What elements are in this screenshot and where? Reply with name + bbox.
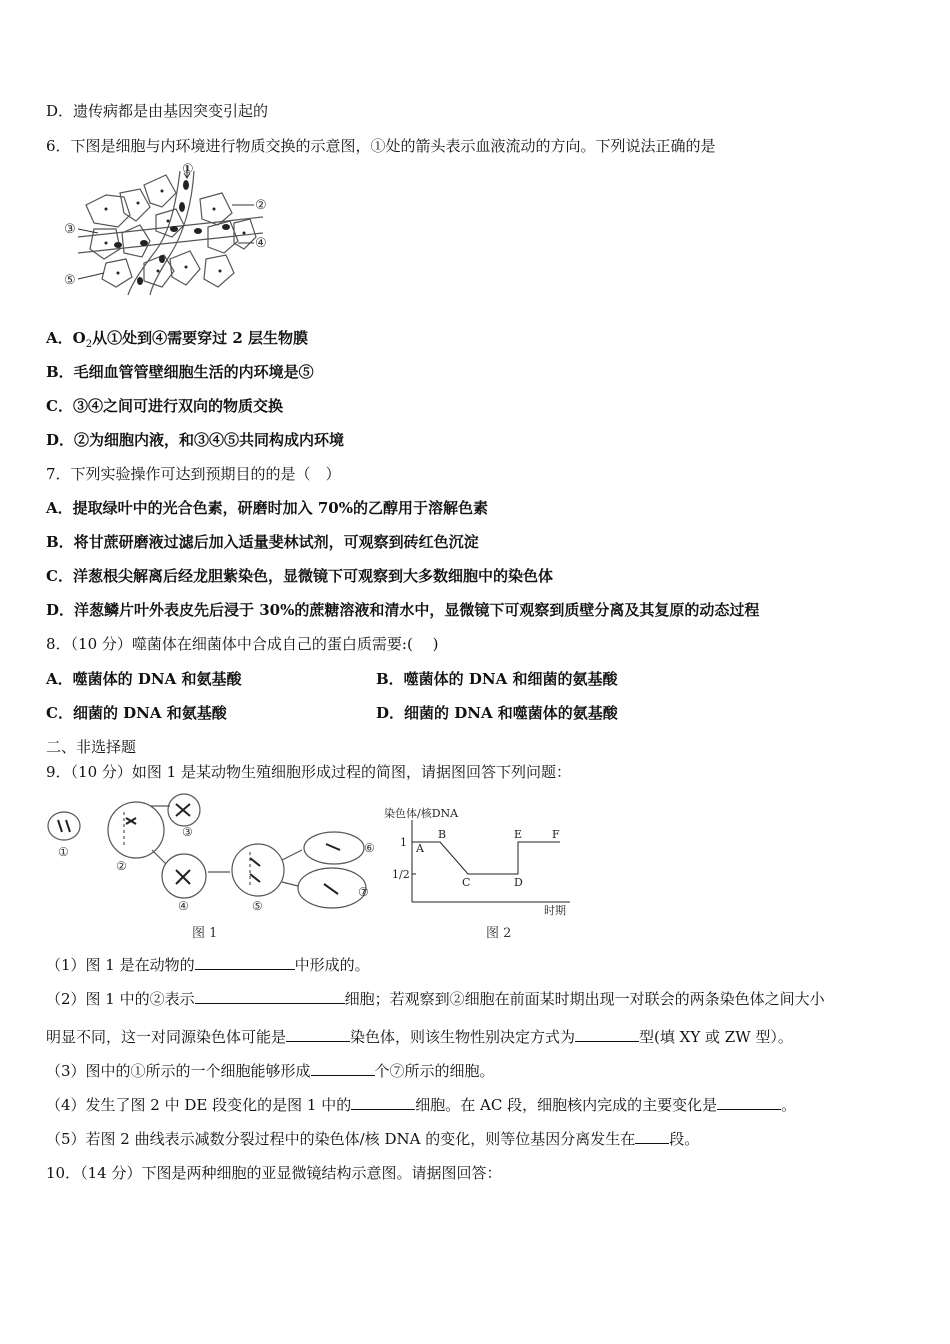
q8-option-a: A．噬菌体的 DNA 和氨基酸 bbox=[46, 670, 242, 688]
fig2-point-a: A bbox=[416, 842, 424, 855]
q7-option-a: A．提取绿叶中的光合色素，研磨时加入 70%的乙醇用于溶解色素 bbox=[46, 499, 488, 517]
fig1-label-1: ① bbox=[58, 845, 69, 859]
answer-blank[interactable] bbox=[311, 1061, 375, 1076]
fig2-tick-half: 1/2 bbox=[392, 868, 410, 881]
answer-blank[interactable] bbox=[351, 1095, 415, 1110]
q6-stem: 6．下图是细胞与内环境进行物质交换的示意图，①处的箭头表示血液流动的方向。下列说法正确的是 bbox=[46, 137, 716, 155]
section-heading: 二、非选择题 bbox=[46, 738, 137, 756]
fig1-label-6: ⑥ bbox=[364, 841, 375, 855]
q9-part-3: （3）图中的①所示的一个细胞能够形成 个⑦所示的细胞。 bbox=[46, 1062, 495, 1080]
fig2-point-d: D bbox=[514, 876, 523, 889]
q8-option-b: B．噬菌体的 DNA 和细菌的氨基酸 bbox=[376, 670, 618, 688]
q6-option-b: B．毛细血管管壁细胞生活的内环境是⑤ bbox=[46, 363, 314, 381]
q9-figure-1 bbox=[44, 792, 376, 920]
answer-blank[interactable] bbox=[286, 1027, 350, 1042]
q7-option-d: D．洋葱鳞片叶外表皮先后浸于 30%的蔗糖溶液和清水中，显微镜下可观察到质壁分离及其复原的动态过程 bbox=[46, 601, 760, 619]
answer-blank[interactable] bbox=[195, 955, 295, 970]
fig2-point-b: B bbox=[438, 828, 447, 841]
q7-stem: 7．下列实验操作可达到预期目的的是（ ） bbox=[46, 465, 341, 483]
answer-blank[interactable] bbox=[717, 1095, 781, 1110]
q6-label-3: ③ bbox=[64, 222, 76, 237]
q6-label-1: ① bbox=[182, 163, 194, 177]
q6-option-d: D．②为细胞内液，和③④⑤共同构成内环境 bbox=[46, 431, 345, 449]
answer-blank[interactable] bbox=[575, 1027, 639, 1042]
q6-label-2: ② bbox=[255, 198, 267, 213]
q9-part-2-cont: 明显不同，这一对同源染色体可能是 染色体，则该生物性别决定方式为 型(填 XY 或 ZW 型）。 bbox=[46, 1028, 793, 1046]
q6-option-c: C．③④之间可进行双向的物质交换 bbox=[46, 397, 283, 415]
q9-part-5: （5）若图 2 曲线表示减数分裂过程中的染色体/核 DNA 的变化，则等位基因分离发生在 段。 bbox=[46, 1130, 700, 1148]
q7-option-b: B．将甘蔗研磨液过滤后加入适量斐林试剂，可观察到砖红色沉淀 bbox=[46, 533, 479, 551]
q9-part-1: （1）图 1 是在动物的 中形成的。 bbox=[46, 956, 370, 974]
q7-option-c: C．洋葱根尖解离后经龙胆紫染色，显微镜下可观察到大多数细胞中的染色体 bbox=[46, 567, 553, 585]
fig1-label-2: ② bbox=[116, 859, 127, 873]
q6-diagram bbox=[58, 163, 273, 298]
fig1-label-4: ④ bbox=[178, 899, 189, 913]
fig1-label-3: ③ bbox=[182, 825, 193, 839]
q6-option-a: A．$O_2$从①处到④需要穿过 2 层生物膜 bbox=[46, 329, 308, 350]
fig2-caption: 图 2 bbox=[486, 926, 512, 941]
fig1-label-7: ⑦ bbox=[358, 885, 369, 899]
q8-option-d: D．细菌的 DNA 和噬菌体的氨基酸 bbox=[376, 704, 618, 722]
q9-part-4: （4）发生了图 2 中 DE 段变化的是图 1 中的 细胞。在 AC 段，细胞核内完成的主要变化是 。 bbox=[46, 1096, 797, 1114]
answer-blank[interactable] bbox=[195, 989, 345, 1004]
q8-stem: 8．（10 分）噬菌体在细菌体中合成自己的蛋白质需要:( ) bbox=[46, 635, 439, 653]
q9-figure-2 bbox=[384, 806, 580, 918]
q9-part-2: （2）图 1 中的②表示 细胞；若观察到②细胞在前面某时期出现一对联会的两条染色体之间大小 bbox=[46, 990, 825, 1008]
fig2-tick-1: 1 bbox=[400, 836, 407, 849]
fig2-point-f: F bbox=[552, 828, 560, 841]
q9-stem: 9．（10 分）如图 1 是某动物生殖细胞形成过程的简图，请据图回答下列问题： bbox=[46, 763, 571, 781]
answer-blank[interactable] bbox=[635, 1129, 669, 1144]
fig2-point-c: C bbox=[462, 876, 471, 889]
fig2-xlabel: 时期 bbox=[544, 904, 566, 917]
fig2-ylabel: 染色体/核DNA bbox=[384, 807, 459, 820]
q8-option-c: C．细菌的 DNA 和氨基酸 bbox=[46, 704, 227, 722]
q6-label-4: ④ bbox=[255, 236, 267, 251]
q5-option-d: D．遗传病都是由基因突变引起的 bbox=[46, 102, 269, 120]
q6-label-5: ⑤ bbox=[64, 273, 76, 288]
fig1-caption: 图 1 bbox=[192, 926, 218, 941]
fig1-label-5: ⑤ bbox=[252, 899, 263, 913]
fig2-point-e: E bbox=[514, 828, 523, 841]
q10-stem: 10．（14 分）下图是两种细胞的亚显微镜结构示意图。请据图回答： bbox=[46, 1164, 502, 1182]
